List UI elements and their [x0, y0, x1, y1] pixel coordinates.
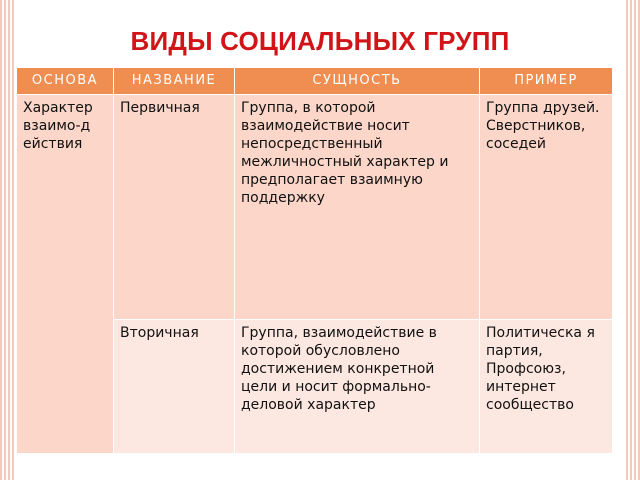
name-cell: Первичная [114, 95, 235, 320]
essence-cell: Группа, в которой взаимодействие носит непосредственный межличностный характер и предполагает взаимную поддержку [235, 95, 480, 320]
header-basis: ОСНОВА [17, 68, 114, 95]
example-cell: Политическа я партия, Профсоюз, интернет сообщество [480, 320, 613, 454]
table-row [17, 95, 613, 320]
header-essence: СУЩНОСТЬ [235, 68, 480, 95]
table-header-row [17, 68, 613, 95]
essence-cell: Группа, взаимодействие в которой обусловлено достижением конкретной цели и носит формально-деловой характер [235, 320, 480, 454]
basis-cell: Характер взаимо-д ействия [17, 95, 114, 454]
slide-title: ВИДЫ СОЦИАЛЬНЫХ ГРУПП [130, 26, 510, 56]
social-groups-table [16, 67, 613, 454]
name-cell: Вторичная [114, 320, 235, 454]
header-name: НАЗВАНИЕ [114, 68, 235, 95]
right-decorative-stripe [626, 0, 640, 480]
header-example: ПРИМЕР [480, 68, 613, 95]
left-decorative-stripe [0, 0, 14, 480]
example-cell: Группа друзей. Сверстников, соседей [480, 95, 613, 320]
